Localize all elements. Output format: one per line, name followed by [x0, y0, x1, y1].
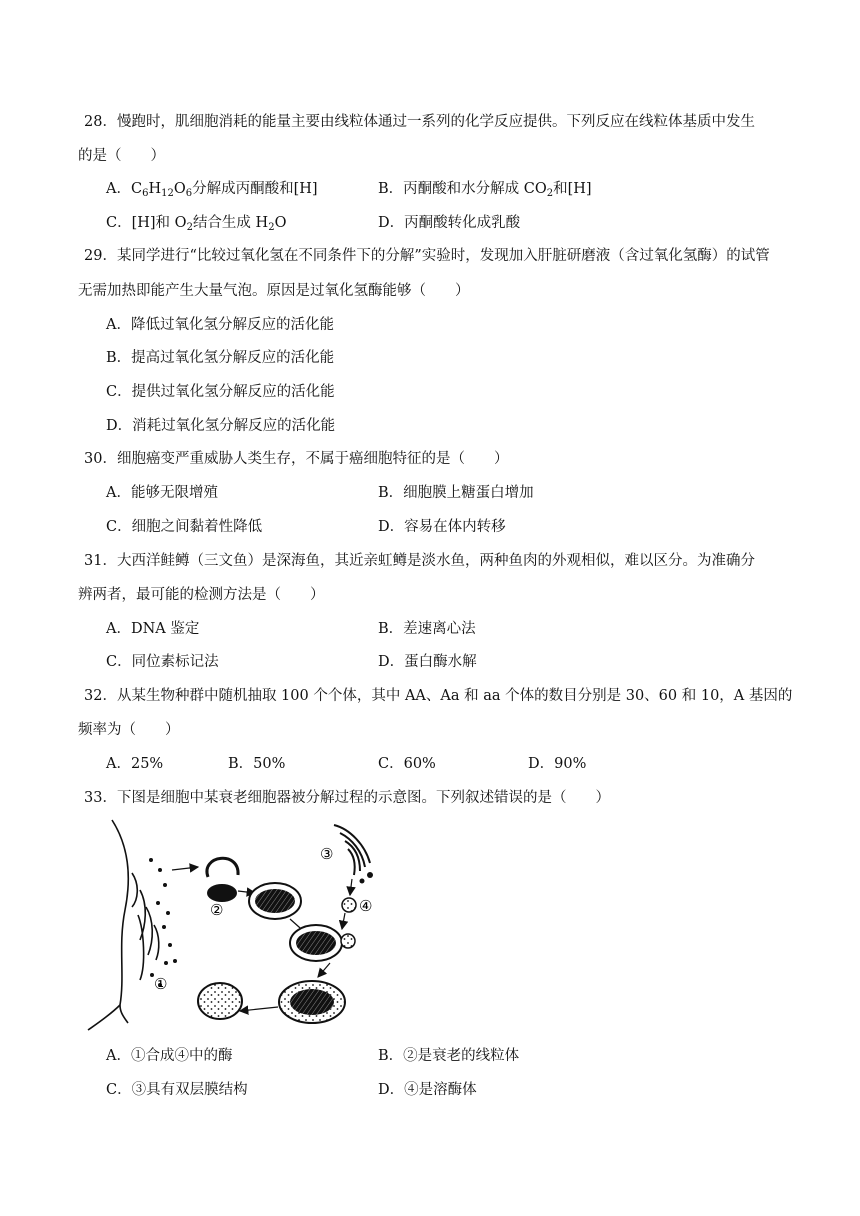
- endoplasmic-reticulum: [88, 820, 159, 1030]
- q31-stem-line1: 31．大西洋鲑鳟（三文鱼）是深海鱼，其近亲虹鳟是淡水鱼，两种鱼肉的外观相似，难以区分。为准确分: [84, 553, 755, 569]
- q33-stem-line1: 33．下图是细胞中某衰老细胞器被分解过程的示意图。下列叙述错误的是（ ）: [84, 790, 610, 806]
- q28-stem-line2: 的是（ ）: [78, 148, 165, 164]
- q32-option-b: B．50%: [228, 756, 286, 772]
- q32-option-d: D．90%: [528, 756, 587, 772]
- golgi-apparatus: [334, 825, 370, 875]
- q30-option-b: B．细胞膜上糖蛋白增加: [378, 485, 534, 501]
- label-4: ④: [359, 897, 373, 915]
- q29-stem-line1: 29．某同学进行“比较过氧化氢在不同条件下的分解”实验时，发现加入肝脏研磨液（含过氧化氢酶）的试管: [84, 248, 770, 264]
- q29-stem-line2: 无需加热即能产生大量气泡。原因是过氧化氢酶能够（ ）: [78, 283, 470, 299]
- senescent-mitochondrion: [207, 884, 237, 902]
- q32-option-a: A．25%: [106, 756, 164, 772]
- q33-option-c: C．③具有双层膜结构: [106, 1082, 248, 1098]
- q29-option-a: A．降低过氧化氢分解反应的活化能: [106, 317, 334, 333]
- q29-option-c: C．提供过氧化氢分解反应的活化能: [106, 384, 335, 400]
- q30-stem-line1: 30．细胞癌变严重威胁人类生存，不属于癌细胞特征的是（ ）: [84, 451, 509, 467]
- q30-option-d: D．容易在体内转移: [378, 519, 506, 535]
- q31-option-a: A．DNA 鉴定: [106, 621, 200, 637]
- q28-option-c: C．[H]和 $O_2$结合生成 $H_2O$: [106, 215, 287, 233]
- q31-stem-line2: 辨两者，最可能的检测方法是（ ）: [78, 587, 325, 603]
- q29-option-d: D．消耗过氧化氢分解反应的活化能: [106, 418, 336, 434]
- lysosome: [342, 898, 356, 912]
- q33-option-a: A．①合成④中的酶: [106, 1048, 233, 1064]
- organelle-autophagy-diagram: [80, 815, 390, 1035]
- q28-option-b: B．丙酮酸和水分解成 $CO_2$和[H]: [378, 181, 592, 199]
- q31-option-c: C．同位素标记法: [106, 654, 219, 670]
- q31-option-d: D．蛋白酶水解: [378, 654, 477, 670]
- ribosome-dots: [149, 858, 177, 987]
- q32-stem-line1: 32．从某生物种群中随机抽取 100 个个体，其中 AA、Aa 和 aa 个体的数目分别是 30、60 和 10，A 基因的: [84, 688, 793, 704]
- q28-stem-line1: 28．慢跑时，肌细胞消耗的能量主要由线粒体通过一系列的化学反应提供。下列反应在线粒体基质中发生: [84, 114, 755, 130]
- q31-option-b: B．差速离心法: [378, 621, 476, 637]
- q29-option-b: B．提高过氧化氢分解反应的活化能: [106, 350, 335, 366]
- label-2: ②: [210, 901, 224, 919]
- q28-option-a: A．$C_6H_{12}O_6$分解成丙酮酸和[H]: [106, 181, 318, 199]
- q28-option-d: D．丙酮酸转化成乳酸: [378, 215, 521, 231]
- q32-stem-line2: 频率为（ ）: [78, 722, 180, 738]
- label-1: ①: [154, 975, 168, 993]
- residual-body: [198, 983, 242, 1019]
- q33-option-d: D．④是溶酶体: [378, 1082, 477, 1098]
- q30-option-c: C．细胞之间黏着性降低: [106, 519, 263, 535]
- q30-option-a: A．能够无限增殖: [106, 485, 218, 501]
- q33-option-b: B．②是衰老的线粒体: [378, 1048, 520, 1064]
- q32-option-c: C．60%: [378, 756, 436, 772]
- label-3: ③: [320, 845, 334, 863]
